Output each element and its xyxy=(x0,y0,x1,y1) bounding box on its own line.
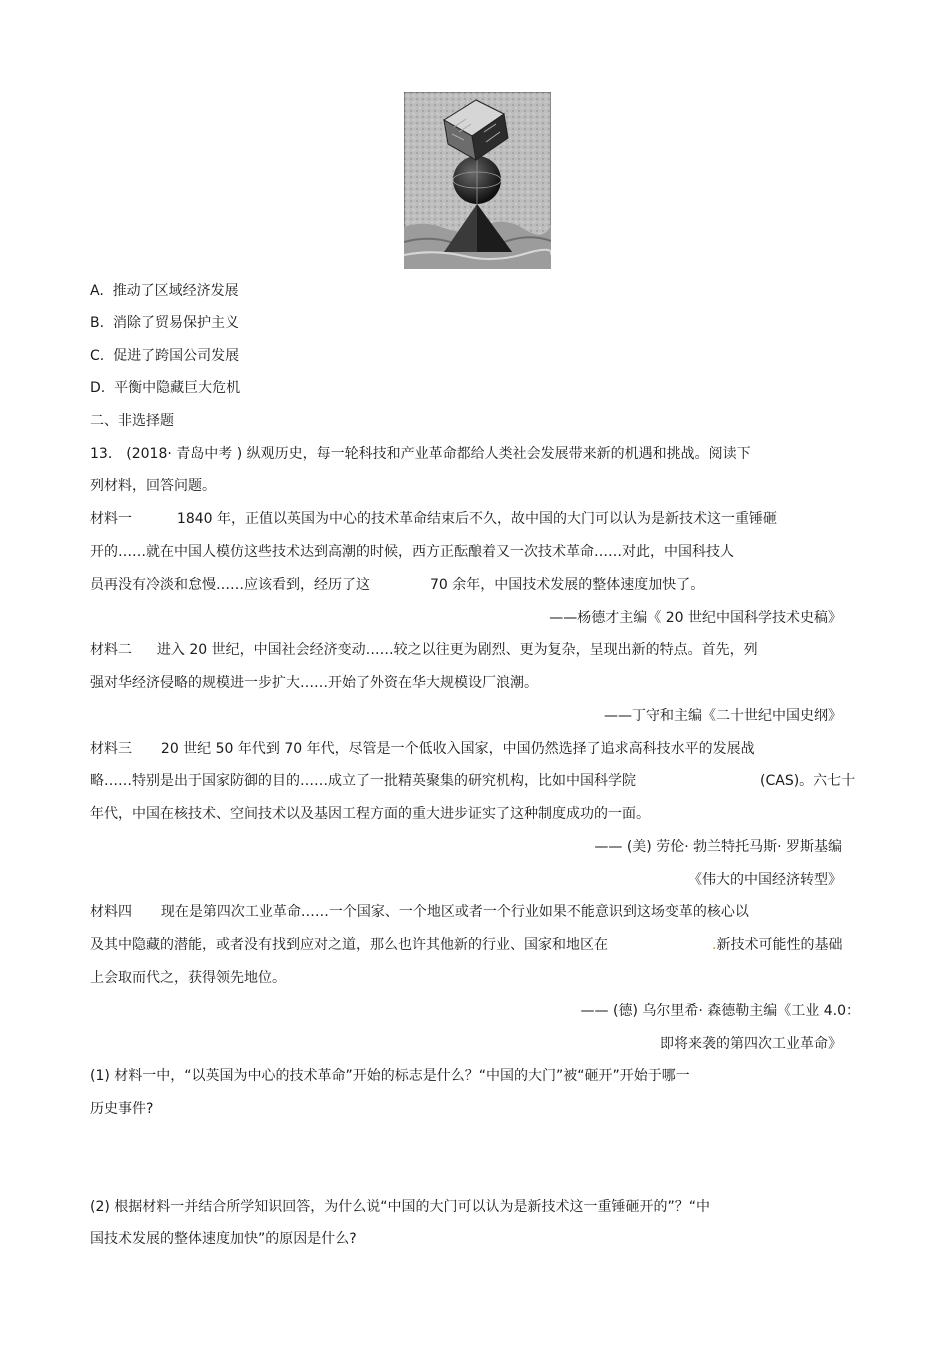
material-4-text1: 现在是第四次工业革命……一个国家、一个地区或者一个行业如果不能意识到这场变革的核心以 xyxy=(160,904,749,920)
material-3-text1: 20 世纪 50 年代到 70 年代，尽管是一个低收入国家，中国仍然选择了追求高科技水平的发展战 xyxy=(160,741,755,757)
material-3-line3: 年代，中国在核技术、空间技术以及基因工程方面的重大进步证实了这种制度成功的一面。 xyxy=(90,806,650,822)
option-c-letter: C. xyxy=(90,348,105,364)
material-3-line2b: (CAS)。六七十 xyxy=(760,773,856,789)
option-c xyxy=(90,346,239,366)
option-a xyxy=(90,281,239,301)
option-a-letter: A. xyxy=(90,283,104,299)
material-4-line1 xyxy=(90,902,749,922)
material-1-line3a: 员再没有冷淡和怠慢……应该看到，经历了这 xyxy=(90,577,370,593)
question-number: 13． xyxy=(90,446,122,462)
material-4-line2a: 及其中隐藏的潜能，或者没有找到应对之道，那么也许其他新的行业、国家和地区在 xyxy=(90,937,608,953)
material-4-text2b: 新技术可能性的基础 xyxy=(716,937,843,953)
material-3-line2a: 略……特别是出于国家防御的目的……成立了一批精英聚集的研究机构，比如中国科学院 xyxy=(90,773,636,789)
option-d-text: 平衡中隐藏巨大危机 xyxy=(114,380,241,396)
section-title: 二、非选择题 xyxy=(90,413,174,429)
material-2-citation: ——丁守和主编《二十世纪中国史纲》 xyxy=(604,708,842,724)
option-b-letter: B. xyxy=(90,315,105,331)
option-a-text: 推动了区域经济发展 xyxy=(112,283,239,299)
subquestion-1-line1: (1) 材料一中，“以英国为中心的技术革命”开始的标志是什么？“中国的大门”被“砸开”开始于哪一 xyxy=(90,1068,690,1084)
material-4-line3: 上会取而代之，获得领先地位。 xyxy=(90,970,286,986)
material-1-line1 xyxy=(90,509,777,529)
material-2-line1 xyxy=(90,640,758,660)
material-4-mark: . xyxy=(712,937,717,953)
subquestion-2-line1: (2) 根据材料一并结合所学知识回答，为什么说“中国的大门可以认为是新技术这一重锤砸开的”？“中 xyxy=(90,1199,711,1215)
material-2-text1: 进入 20 世纪，中国社会经济变动……较之以往更为剧烈、更为复杂，呈现出新的特点。首先，列 xyxy=(156,642,758,658)
option-d-letter: D. xyxy=(90,380,106,396)
material-1-citation: ——杨德才主编《 20 世纪中国科学技术史稿》 xyxy=(549,610,842,626)
question-text-line1: 纵观历史，每一轮科技和产业革命都给人类社会发展带来新的机遇和挑战。阅读下 xyxy=(246,446,751,462)
material-3-line1 xyxy=(90,739,755,759)
option-b xyxy=(90,313,239,333)
option-b-text: 消除了贸易保护主义 xyxy=(112,315,239,331)
question-text-line2: 列材料，回答问题。 xyxy=(90,478,216,494)
subquestion-1-line2: 历史事件? xyxy=(90,1101,154,1117)
balance-illustration xyxy=(404,92,551,269)
material-4-citation-1: —— (德) 乌尔里希· 森德勒主编《工业 4.0： xyxy=(580,1003,860,1019)
material-1-text1: 1840 年，正值以英国为中心的技术革命结束后不久，故中国的大门可以认为是新技术这一重锤砸 xyxy=(176,511,777,527)
material-4-line2b xyxy=(712,935,842,955)
material-4-citation-2: 即将来袭的第四次工业革命》 xyxy=(660,1036,842,1052)
material-3-citation-1: —— (美) 劳伦· 勃兰特托马斯· 罗斯基编 xyxy=(594,839,842,855)
material-4-label: 材料四 xyxy=(90,904,132,920)
material-2-label: 材料二 xyxy=(90,642,132,658)
material-2-line2: 强对华经济侵略的规模进一步扩大……开始了外资在华大规模设厂浪潮。 xyxy=(90,675,538,691)
option-c-text: 促进了跨国公司发展 xyxy=(113,348,240,364)
material-1-label: 材料一 xyxy=(90,511,132,527)
material-1-line2: 开的……就在中国人模仿这些技术达到高潮的时候，西方正酝酿着又一次技术革命……对此，中国科技人 xyxy=(90,544,734,560)
material-1-line3b: 70 余年，中国技术发展的整体速度加快了。 xyxy=(430,577,705,593)
question-13-intro xyxy=(90,444,751,464)
material-3-citation-2: 《伟大的中国经济转型》 xyxy=(688,872,842,888)
option-d xyxy=(90,378,240,398)
subquestion-2-line2: 国技术发展的整体速度加快”的原因是什么? xyxy=(90,1231,357,1247)
question-source: (2018· 青岛中考 ) xyxy=(126,446,243,462)
material-3-label: 材料三 xyxy=(90,741,132,757)
